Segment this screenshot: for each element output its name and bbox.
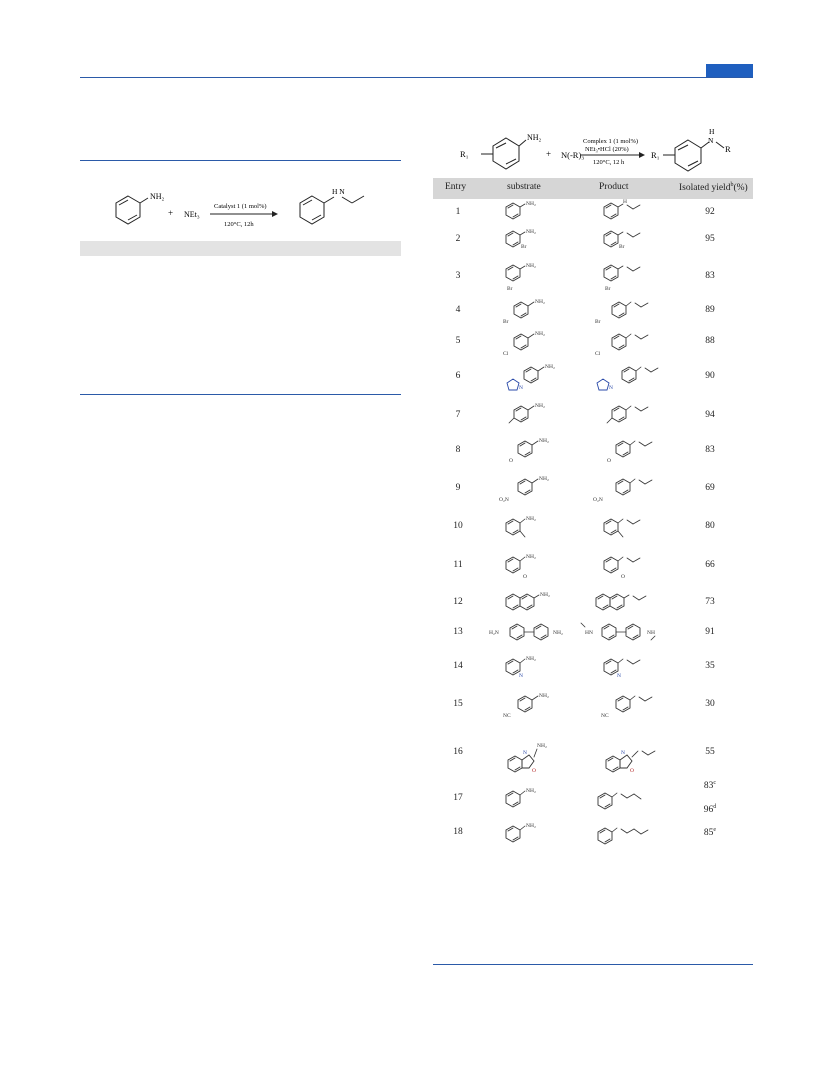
aniline-nh2: NH₂ [150,192,165,201]
page-number-tab [706,64,753,77]
entry-12: 12 [453,597,463,607]
prod-2-br: Br [619,244,625,250]
sub-11-nh2: NH₂ [526,554,536,560]
table-header [433,178,753,199]
sub-18-nh2: NH₂ [526,823,536,829]
prod-16-n: N [621,750,625,756]
left-table-bottom-rule [80,394,401,395]
entry-2: 2 [455,234,461,244]
entry-11: 11 [453,560,463,570]
sub-13-nh2: NH₂ [553,630,563,636]
table-structures [433,199,753,864]
prod-11-o: O [621,574,625,580]
product-n: N [708,136,714,145]
yield-17a-value: 83 [703,781,714,792]
col-yield-sup: b [730,182,734,188]
product-r1: R₁ [651,150,660,160]
sub-4-br: Br [503,319,509,325]
yield-16: 55 [705,747,715,757]
sub-14-nh2: NH₂ [526,656,536,662]
entry-17: 17 [453,793,463,803]
yield-1: 92 [705,207,715,217]
product-structure [663,140,724,171]
aniline-structure [116,196,148,224]
entry-4: 4 [455,305,461,315]
entry-16: 16 [453,747,463,757]
product-r: R [725,144,731,154]
entry-5: 5 [455,336,461,346]
plus-sign: + [168,208,174,218]
col-yield-label: Isolated yield [679,183,731,194]
reaction-arrow-head [272,211,278,217]
yield-14: 35 [705,661,715,671]
sub-5-nh2: NH₂ [535,331,545,337]
col-yield-unit: (%) [733,183,748,194]
sub-9-o2n: O₂N [499,497,509,503]
col-entry: Entry [445,182,467,192]
yield-4: 89 [705,305,715,315]
arrow-bottom-label: 120°C, 12h [224,221,254,228]
col-substrate: substrate [507,182,541,192]
substituted-aniline [481,138,526,169]
prod-16-o: O [630,768,634,774]
sub-2-br: Br [521,244,527,250]
yield-17a [690,780,730,791]
sub-8-o: O [509,458,513,464]
sub-10-nh2: NH₂ [526,516,536,522]
prod-4-br: Br [595,319,601,325]
yield-17a-sup: c [713,780,717,786]
right-table-bottom-rule [433,964,753,965]
prod-14-n: N [617,673,621,679]
sub-8-nh2: NH₂ [539,438,549,444]
yield-17b [690,804,730,815]
entry-15: 15 [453,699,463,709]
arrow-line-1: Complex 1 (1 mol%) [583,138,639,145]
sub-15-nc: NC [503,713,511,719]
entry-10: 10 [453,521,463,531]
yield-9: 69 [705,483,715,493]
yield-6: 90 [705,371,715,381]
left-reaction-scheme [80,170,401,240]
left-scheme-top-rule [80,160,401,161]
entry-7: 7 [455,410,461,420]
plus-sign-right: + [546,149,552,159]
prod-1-h: H [623,199,627,205]
arrow-line-2: NEt₃•HCl (20%) [585,146,629,153]
sub-16-nh2: NH₂ [537,743,547,749]
sub-4-nh2: NH₂ [535,299,545,305]
arrow-line-3: 120°C, 12 h [593,159,625,166]
sub-3-br: Br [507,286,513,292]
yield-18-sup: e [713,827,717,833]
prod-5-cl: Cl [595,351,601,357]
yield-3: 83 [705,271,715,281]
yield-10: 80 [705,521,715,531]
yield-11: 66 [705,560,715,570]
sub-16-o: O [532,768,536,774]
yield-18-value: 85 [703,828,714,839]
yield-8: 83 [705,445,715,455]
reagent-net3: NEt₃ [184,210,200,219]
sub-12-nh2: NH₂ [540,592,550,598]
prod-13-nh: NH [647,630,655,636]
prod-3-br: Br [605,286,611,292]
prod-8-o: O [607,458,611,464]
arrow-top-label: Catalyst 1 (1 mol%) [214,203,267,210]
yield-18 [690,827,730,838]
entry-18: 18 [453,827,463,837]
sub-9-nh2: NH₂ [539,476,549,482]
entry-3: 3 [455,271,461,281]
sub-7-nh2: NH₂ [535,403,545,409]
yield-5: 88 [705,336,715,346]
sub-14-n: N [519,673,523,679]
entry-1: 1 [455,207,461,217]
r1-label: R₁ [460,149,469,159]
yield-7: 94 [705,410,715,420]
yield-13: 91 [705,627,715,637]
prod-9-o2n: O₂N [593,497,603,503]
yield-17b-value: 96 [703,805,714,816]
sub-16-n: N [523,750,527,756]
prod-15-nc: NC [601,713,609,719]
col-product: Product [599,182,629,192]
sub-6-n: N [519,385,523,391]
yield-12: 73 [705,597,715,607]
header-rule [80,77,753,78]
substrate-nh2: NH₂ [527,133,542,142]
reaction-arrow-right-head [639,152,645,158]
left-table-header-bar [80,241,401,256]
sub-3-nh2: NH₂ [526,263,536,269]
right-reaction-scheme [433,118,753,178]
sub-6-nh2: NH₂ [545,364,555,370]
entry-6: 6 [455,371,461,381]
trialkylamine: N(-R)₃ [561,150,585,160]
entry-9: 9 [455,483,461,493]
entry-8: 8 [455,445,461,455]
yield-2: 95 [705,234,715,244]
sub-1-nh2: NH₂ [526,201,536,207]
entry-13: 13 [453,627,463,637]
prod-13-hn: HN [585,630,593,636]
sub-13-h2n: H₂N [489,630,499,636]
prod-6-n: N [609,385,613,391]
n-ethylaniline-structure [300,196,364,224]
sub-11-o: O [523,574,527,580]
sub-5-cl: Cl [503,351,509,357]
yield-17b-sup: d [713,804,717,810]
sub-17-nh2: NH₂ [526,788,536,794]
product-h: H [709,127,715,136]
yield-15: 30 [705,699,715,709]
sub-2-nh2: NH₂ [526,229,536,235]
product-nh: H N [332,187,345,196]
entry-14: 14 [453,661,463,671]
col-yield [679,182,748,193]
sub-15-nh2: NH₂ [539,693,549,699]
